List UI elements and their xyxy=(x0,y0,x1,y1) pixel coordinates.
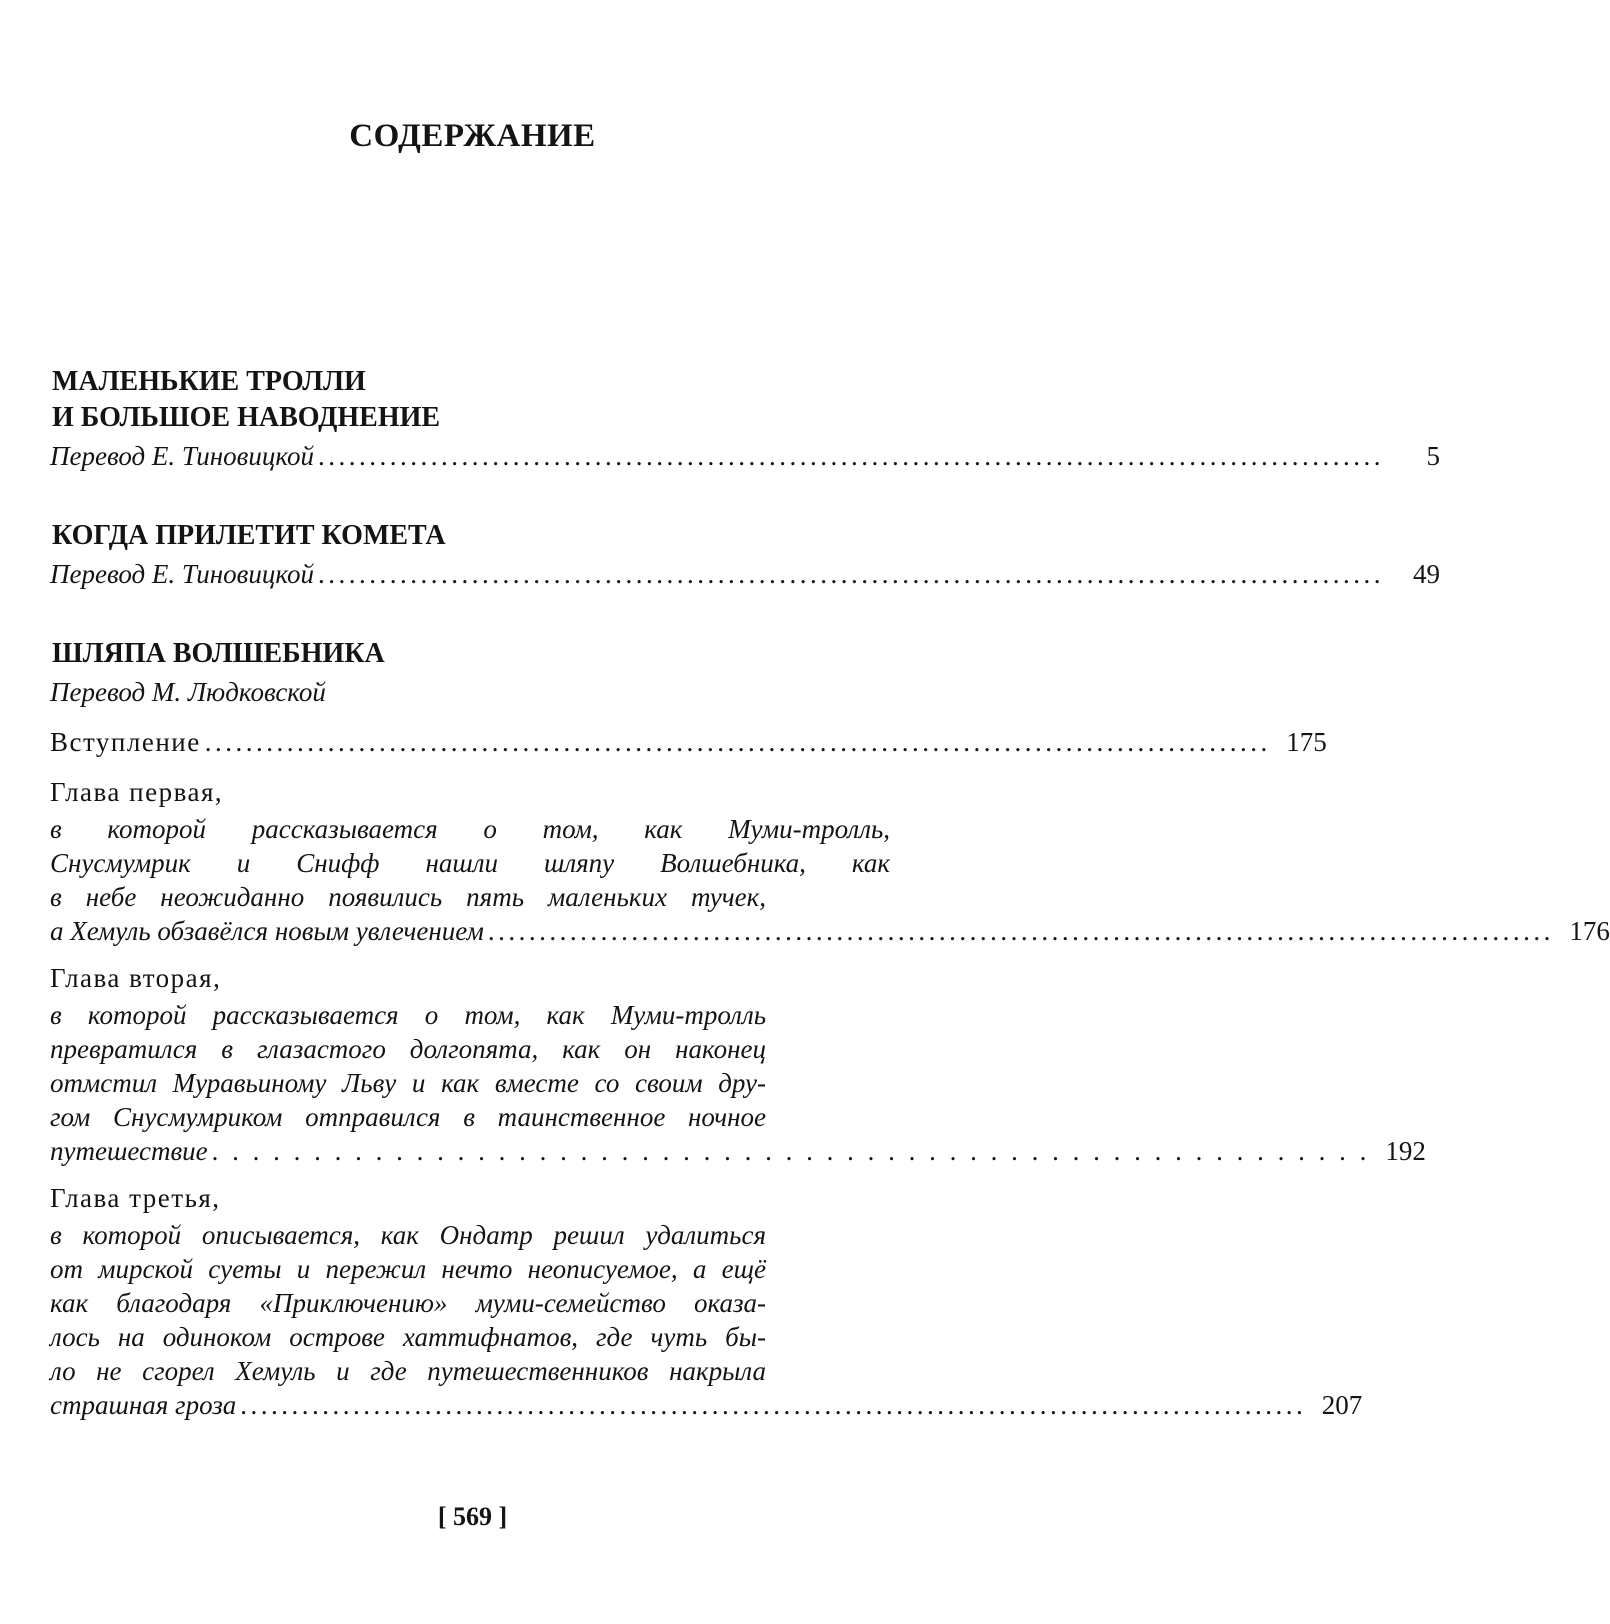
work-title-line: И БОЛЬШОЕ НАВОДНЕНИЕ xyxy=(52,402,441,433)
translation-credit: Перевод М. Людковской xyxy=(50,677,326,707)
description-last-line xyxy=(50,1134,1426,1168)
page-number: 175 xyxy=(1286,727,1327,757)
chapter-label-1[interactable]: Глава первая, xyxy=(50,777,224,807)
description-line: в которой описывается, как Ондатр решил удалиться xyxy=(50,1220,766,1250)
dot-leader: ........................................................................................................ xyxy=(317,441,1384,471)
work-title-3 xyxy=(52,636,385,672)
page-number: 192 xyxy=(1385,1136,1426,1166)
description-line: страшная гроза xyxy=(50,1390,237,1420)
chapter-description-3 xyxy=(50,1218,1363,1422)
description-line: лось на одиноком острове хаттифнатов, где чуть бы- xyxy=(50,1322,766,1352)
work-title-1 xyxy=(52,364,440,436)
work-title-2 xyxy=(52,518,446,554)
work-title-line: МАЛЕНЬКИЕ ТРОЛЛИ xyxy=(52,366,366,397)
toc-entry-work-2[interactable] xyxy=(50,556,1440,592)
description-line: путешествие xyxy=(50,1136,208,1166)
page-folio: [ 569 ] xyxy=(437,1502,508,1531)
dot-leader: . . . . . . . . . . . . . . . . . . . . . . . . . . . . . . . . . . . . . . . . . . . . . . . . . . . . . . . . . xyxy=(211,1136,1370,1166)
dot-leader: ........................................................................................................ xyxy=(240,1390,1307,1420)
toc-entry-work-1[interactable] xyxy=(50,438,1440,474)
description-line: Снусмумрик и Снифф нашли шляпу Волшебника, как xyxy=(50,848,890,878)
entry-label: Вступление xyxy=(50,727,201,757)
description-line: а Хемуль обзавёлся новым увлечением xyxy=(50,916,484,946)
description-line: в которой рассказывается о том, как Муми-тролль, xyxy=(50,814,890,844)
work-title-line: КОГДА ПРИЛЕТИТ КОМЕТА xyxy=(52,520,446,551)
page-number: 207 xyxy=(1321,1390,1363,1420)
description-line: от мирской суеты и пережил нечто неописуемое, а ещё xyxy=(50,1254,766,1284)
description-line: гом Снусмумриком отправился в таинственное ночное xyxy=(50,1102,766,1132)
description-line: превратился в глазастого долгопята, как он наконец xyxy=(50,1034,766,1064)
page-number: 49 xyxy=(1412,559,1440,589)
chapter-description-1 xyxy=(50,812,1610,948)
translation-credit: Перевод Е. Тиновицкой xyxy=(50,441,314,471)
work-title-line: ШЛЯПА ВОЛШЕБНИКА xyxy=(52,638,385,669)
chapter-label-2[interactable]: Глава вторая, xyxy=(50,963,222,993)
dot-leader: ........................................................................................................ xyxy=(204,727,1271,757)
chapter-description-2 xyxy=(50,998,1426,1168)
description-line: в которой рассказывается о том, как Муми-тролль xyxy=(50,1000,766,1030)
description-line: как благодаря «Приключению» муми-семейство оказа- xyxy=(50,1288,766,1318)
dot-leader: ........................................................................................................ xyxy=(487,916,1554,946)
description-last-line xyxy=(50,1388,1363,1422)
description-line: ло не сгорел Хемуль и где путешественников накрыла xyxy=(50,1356,766,1386)
page-number: 176 xyxy=(1569,916,1610,946)
toc-entry-introduction[interactable] xyxy=(50,724,1327,760)
description-line: в небе неожиданно появились пять маленьких тучек, xyxy=(50,882,766,912)
chapter-label-3[interactable]: Глава третья, xyxy=(50,1183,221,1213)
dot-leader: ........................................................................................................ xyxy=(317,559,1384,589)
page-number: 5 xyxy=(1426,441,1440,471)
translation-credit: Перевод Е. Тиновицкой xyxy=(50,559,314,589)
page-title: СОДЕРЖАНИЕ xyxy=(349,118,596,154)
description-last-line xyxy=(50,914,1610,948)
description-line: отмстил Муравьиному Льву и как вместе со своим дру- xyxy=(50,1068,766,1098)
